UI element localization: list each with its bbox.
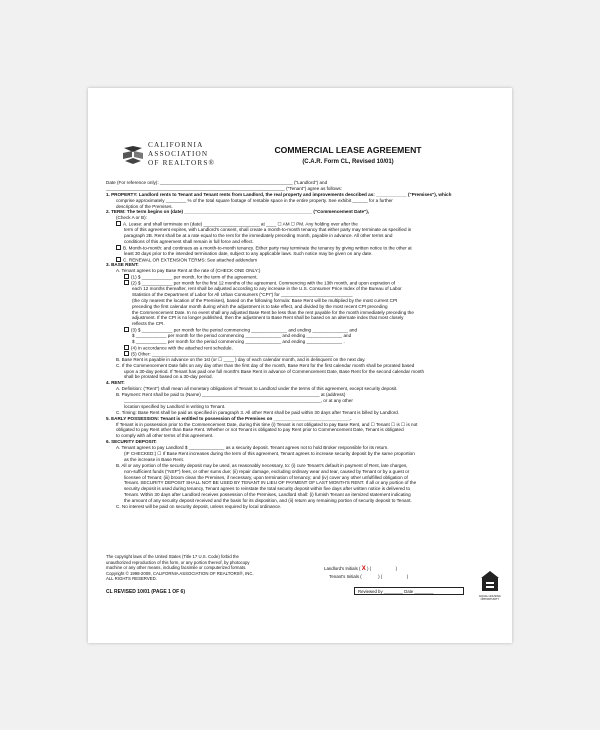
lease-text: conditions of this agreement shall remain in full force and effect. — [124, 238, 254, 244]
lease-text: 6. SECURITY DEPOSIT: — [106, 439, 157, 445]
lease-text: Date (For reference only): ____________________________________________________ ("Landlord") and — [106, 180, 328, 185]
car-logo-mark-icon — [122, 144, 144, 166]
form-revision-code: CL REVISED 10/01 (PAGE 1 OF 6) — [106, 589, 186, 595]
lease-text: (2) $ ____________ per month for the first 12 months of the agreement. Commencing with the 13th month, and upon expiration of — [131, 280, 396, 286]
lease-text: C. Timing: Base Rent shall be paid as specified in paragraph 3. All other Rent shall be paid within 30 days after Tenant is billed by Landlord. — [116, 409, 400, 415]
lease-text: obligated to pay Rent other than Base Rent. Whether or not Tenant is obligated to pay Rent prior to Commencement Date, Tenant is obligated — [116, 427, 404, 433]
lease-text: reflects the CPI. — [132, 321, 165, 327]
copyright-line: machine or any other means, including facsimile or computerized formats. — [106, 565, 247, 571]
copyright-line: ALL RIGHTS RESERVED. — [106, 576, 157, 582]
lease-text: C. No interest will be paid on security deposit, unless required by local ordinance. — [116, 503, 282, 509]
lease-text: A. Lease: and shall terminate on (date) ______________________ at ____ ☐ AM ☐ PM. Any holding over after the — [123, 221, 358, 227]
lease-text: as the increase in Base Rent. — [124, 456, 185, 462]
initials-close: ) — [395, 566, 398, 571]
lease-text: 4. RENT: — [106, 380, 125, 386]
tenant-initials-label: Tenant's Initials ( — [329, 574, 362, 579]
document-subtitle: (C.A.R. Form CL, Revised 10/01) — [302, 159, 394, 165]
lease-text: B. Month-to-month: and continues as a month-to-month tenancy. Either party may terminate the tenancy by giving written notice to the other at — [123, 245, 412, 251]
checkbox[interactable] — [116, 245, 121, 250]
lease-text: comprise approximately ________ % of the total square footage of rentable space in the entire property. See exhibit ______ for a further — [116, 197, 393, 203]
landlord-initials-field[interactable]: X — [361, 566, 366, 572]
landlord-initials-label: Landlord's Initials ( — [324, 566, 361, 571]
lease-text: B. Payment: Rent shall be paid to (Name) ______________________________________________ at (address) — [116, 392, 346, 398]
lease-text: location specified by Landlord in writing to Tenant. — [124, 403, 226, 409]
lease-text: paragraph 2B. Rent shall be at a rate equal to the rent for the immediately preceding month, payable in advance. All other terms and — [124, 233, 393, 239]
lease-text: preceding the first calendar month during which the adjustment is to take effect, and divided by the most recent CPI preceding — [132, 303, 388, 309]
document-title: COMMERCIAL LEASE AGREEMENT — [274, 145, 422, 155]
copyright-notice — [106, 554, 276, 582]
lease-text-line — [106, 504, 498, 510]
lease-text: (1) $ ____________ per month, for the term of the agreement. — [131, 274, 258, 280]
lease-text: 1. PROPERTY: Landlord rents to Tenant and Tenant rents from Landlord, the real property and improvements described as: ____________ ("Premises"), which — [106, 191, 452, 197]
copyright-line: Copyright © 1998-2009, CALIFORNIA ASSOCIATION OF REALTORS®, INC. — [106, 570, 254, 576]
initials-separator: ) ( — [366, 566, 372, 571]
lease-text: description of the Premises. — [116, 203, 173, 209]
lease-text: B. Base Rent is payable in advance on the 1st (or ☐ ____ ) day of each calendar month, and is delinquent on the next day. — [116, 356, 366, 362]
lease-text: each 12 months thereafter, rent shall be adjusted according to any increase in the U.S. Consumer Price Index of the Bureau of Labor — [132, 286, 402, 292]
car-logo-wordmark — [148, 141, 215, 168]
lease-text: 3. BASE RENT: — [106, 262, 139, 268]
lease-text: $ ____________ per month for the period commencing ______________ and ending ______________ and — [132, 333, 352, 339]
lease-text: (the city nearest the location of the Premises), based on the following formula: Base Rent will be multiplied by the most current CPI — [132, 297, 398, 303]
lease-text: ______________________________________________________________________ ("Tenant") agree as follows: — [106, 185, 342, 191]
equal-housing-caption: EQUAL HOUSING OPPORTUNITY — [479, 595, 501, 601]
equal-housing-icon — [480, 570, 500, 594]
checkbox[interactable] — [124, 345, 129, 350]
logo-line-2: ASSOCIATION — [148, 150, 209, 158]
lease-text: least 30 days prior to the intended termination date, subject to any applicable laws. Such notice may be given on any date. — [124, 250, 373, 256]
document-page — [88, 88, 512, 643]
checkbox[interactable] — [124, 327, 129, 332]
lease-text: security deposit is used during tenancy, Tenant agrees to reinstate the total security deposit within five days after written notice is delivered to — [124, 486, 411, 492]
lease-text: 2. TERM: The term begins on (date) __________________________________________________ ("Commencement Date"), — [106, 209, 370, 215]
initials-close: ) — [406, 574, 409, 579]
lease-text: A. Tenant agrees to pay Landlord $ ______________ as a security deposit. Tenant agrees not to hold Broker responsible for its return. — [116, 445, 389, 451]
lease-text: non-sufficient funds ("NSF") fees, or other sums due; (ii) repair damage, excluding ordinary wear and tear, caused by Tenant or by a guest or — [124, 468, 410, 474]
lease-body-text — [106, 180, 498, 510]
lease-text: to comply with all other terms of this agreement. — [116, 433, 214, 439]
lease-text: licensee of Tenant; (iii) broom clean the Premises, if necessary, upon termination of tenancy; and (iv) cover any other unfulfilled obligation of — [124, 474, 408, 480]
lease-text: A. Definition: ("Rent") shall mean all monetary obligations of Tenant to Landlord under the terms of this agreement, except security deposit. — [116, 386, 398, 392]
lease-text: shall be prorated based on a 30-day period. — [124, 374, 213, 380]
lease-text: (5) Other: _______________________________________________________________________ — [131, 351, 334, 357]
lease-text: If Tenant is in possession prior to the Commencement Date, during this time (i) Tenant is not obligated to pay Base Rent, and ☐ Tenant ☐ is ☐ is not — [116, 421, 418, 427]
lease-text: C. RENEWAL OR EXTENSION TERMS: See attached addendum ___________________________________________ — [123, 257, 369, 263]
lease-text: term of this agreement expires, with Landlord's consent, shall create a month-to-month tenancy that either party may terminate as specified in — [124, 227, 412, 233]
lease-text: Statistics of the Department of Labor for All Urban Consumers ("CPI") for ____________________________ — [132, 291, 353, 297]
lease-text: Tenant. SECURITY DEPOSIT SHALL NOT BE USED BY TENANT IN LIEU OF PAYMENT OF LAST MONTH'S RENT. If all or any portion of the — [124, 480, 417, 486]
lease-text: A. Tenant agrees to pay Base Rent at the rate of (CHECK ONE ONLY:) — [116, 268, 261, 274]
reviewed-by-box[interactable]: Reviewed by ________ Date ________ — [354, 587, 464, 595]
initials-block — [324, 565, 474, 581]
logo-line-1: CALIFORNIA — [148, 141, 204, 149]
lease-text: 5. EARLY POSSESSION: Tenant is entitled to possession of the Premises on ______________________________. — [106, 415, 352, 421]
copyright-line: The copyright laws of the United States (Title 17 U.S. Code) forbid the — [106, 554, 239, 559]
checkbox[interactable] — [116, 221, 121, 226]
tenant-initials-row — [324, 573, 474, 581]
car-logo — [122, 136, 242, 176]
checkbox[interactable] — [124, 280, 129, 285]
lease-text: (4) In accordance with the attached rent schedule. — [131, 345, 233, 351]
lease-text: the amount of any security deposit received and the basis for its disposition, and (ii) return any remaining portion of security deposit to Tenant. — [124, 498, 412, 504]
lease-text: adjustment. If the CPI is no longer published, then the adjustment to Base Rent shall be based on an alternate index that most closely — [132, 315, 404, 321]
lease-text: Tenant. Within 30 days after Landlord receives possession of the Premises, Landlord shall: (i) furnish Tenant an itemized statement indicating — [124, 492, 411, 498]
lease-text: C. If the Commencement Date falls on any day other than the first day of the month, Base Rent for the first calendar month shall be prorated based — [116, 362, 415, 368]
checkbox[interactable] — [116, 257, 121, 262]
lease-text: (IF CHECKED:) ☐ If Base Rent increases during the term of this agreement, Tenant agrees to increase security deposit by the same proportion — [124, 450, 415, 456]
lease-text: the Commencement Date. In no event shall any adjusted Base Rent be less than the rent payable for the month immediately preceding the — [132, 309, 414, 315]
lease-text: B. All or any portion of the security deposit may be used, as reasonably necessary, to: (i) cure Tenant's default in payment of Rent, late charges, — [116, 462, 408, 468]
lease-text: _____________________________________________________________________________, or at any other — [124, 397, 353, 403]
checkbox[interactable] — [124, 274, 129, 279]
checkbox[interactable] — [124, 351, 129, 356]
logo-line-3: OF REALTORS® — [148, 159, 216, 167]
landlord-initials-row — [324, 565, 474, 573]
copyright-line: unauthorized reproduction of this form, or any portion thereof, by photocopy — [106, 559, 250, 565]
lease-text: (3) $ ____________ per month for the period commencing ______________ and ending ______________ and — [131, 327, 358, 333]
lease-text: $ ____________ per month for the period commencing ______________ and ending ______________ . — [132, 339, 345, 345]
lease-text: upon a 30-day period. If Tenant has paid one full month's Base Rent in advance of Commencement Date, Base Rent for the second calendar month — [124, 368, 425, 374]
initials-separator: ) ( — [378, 574, 383, 579]
lease-text: (Check A or B): — [116, 215, 147, 221]
